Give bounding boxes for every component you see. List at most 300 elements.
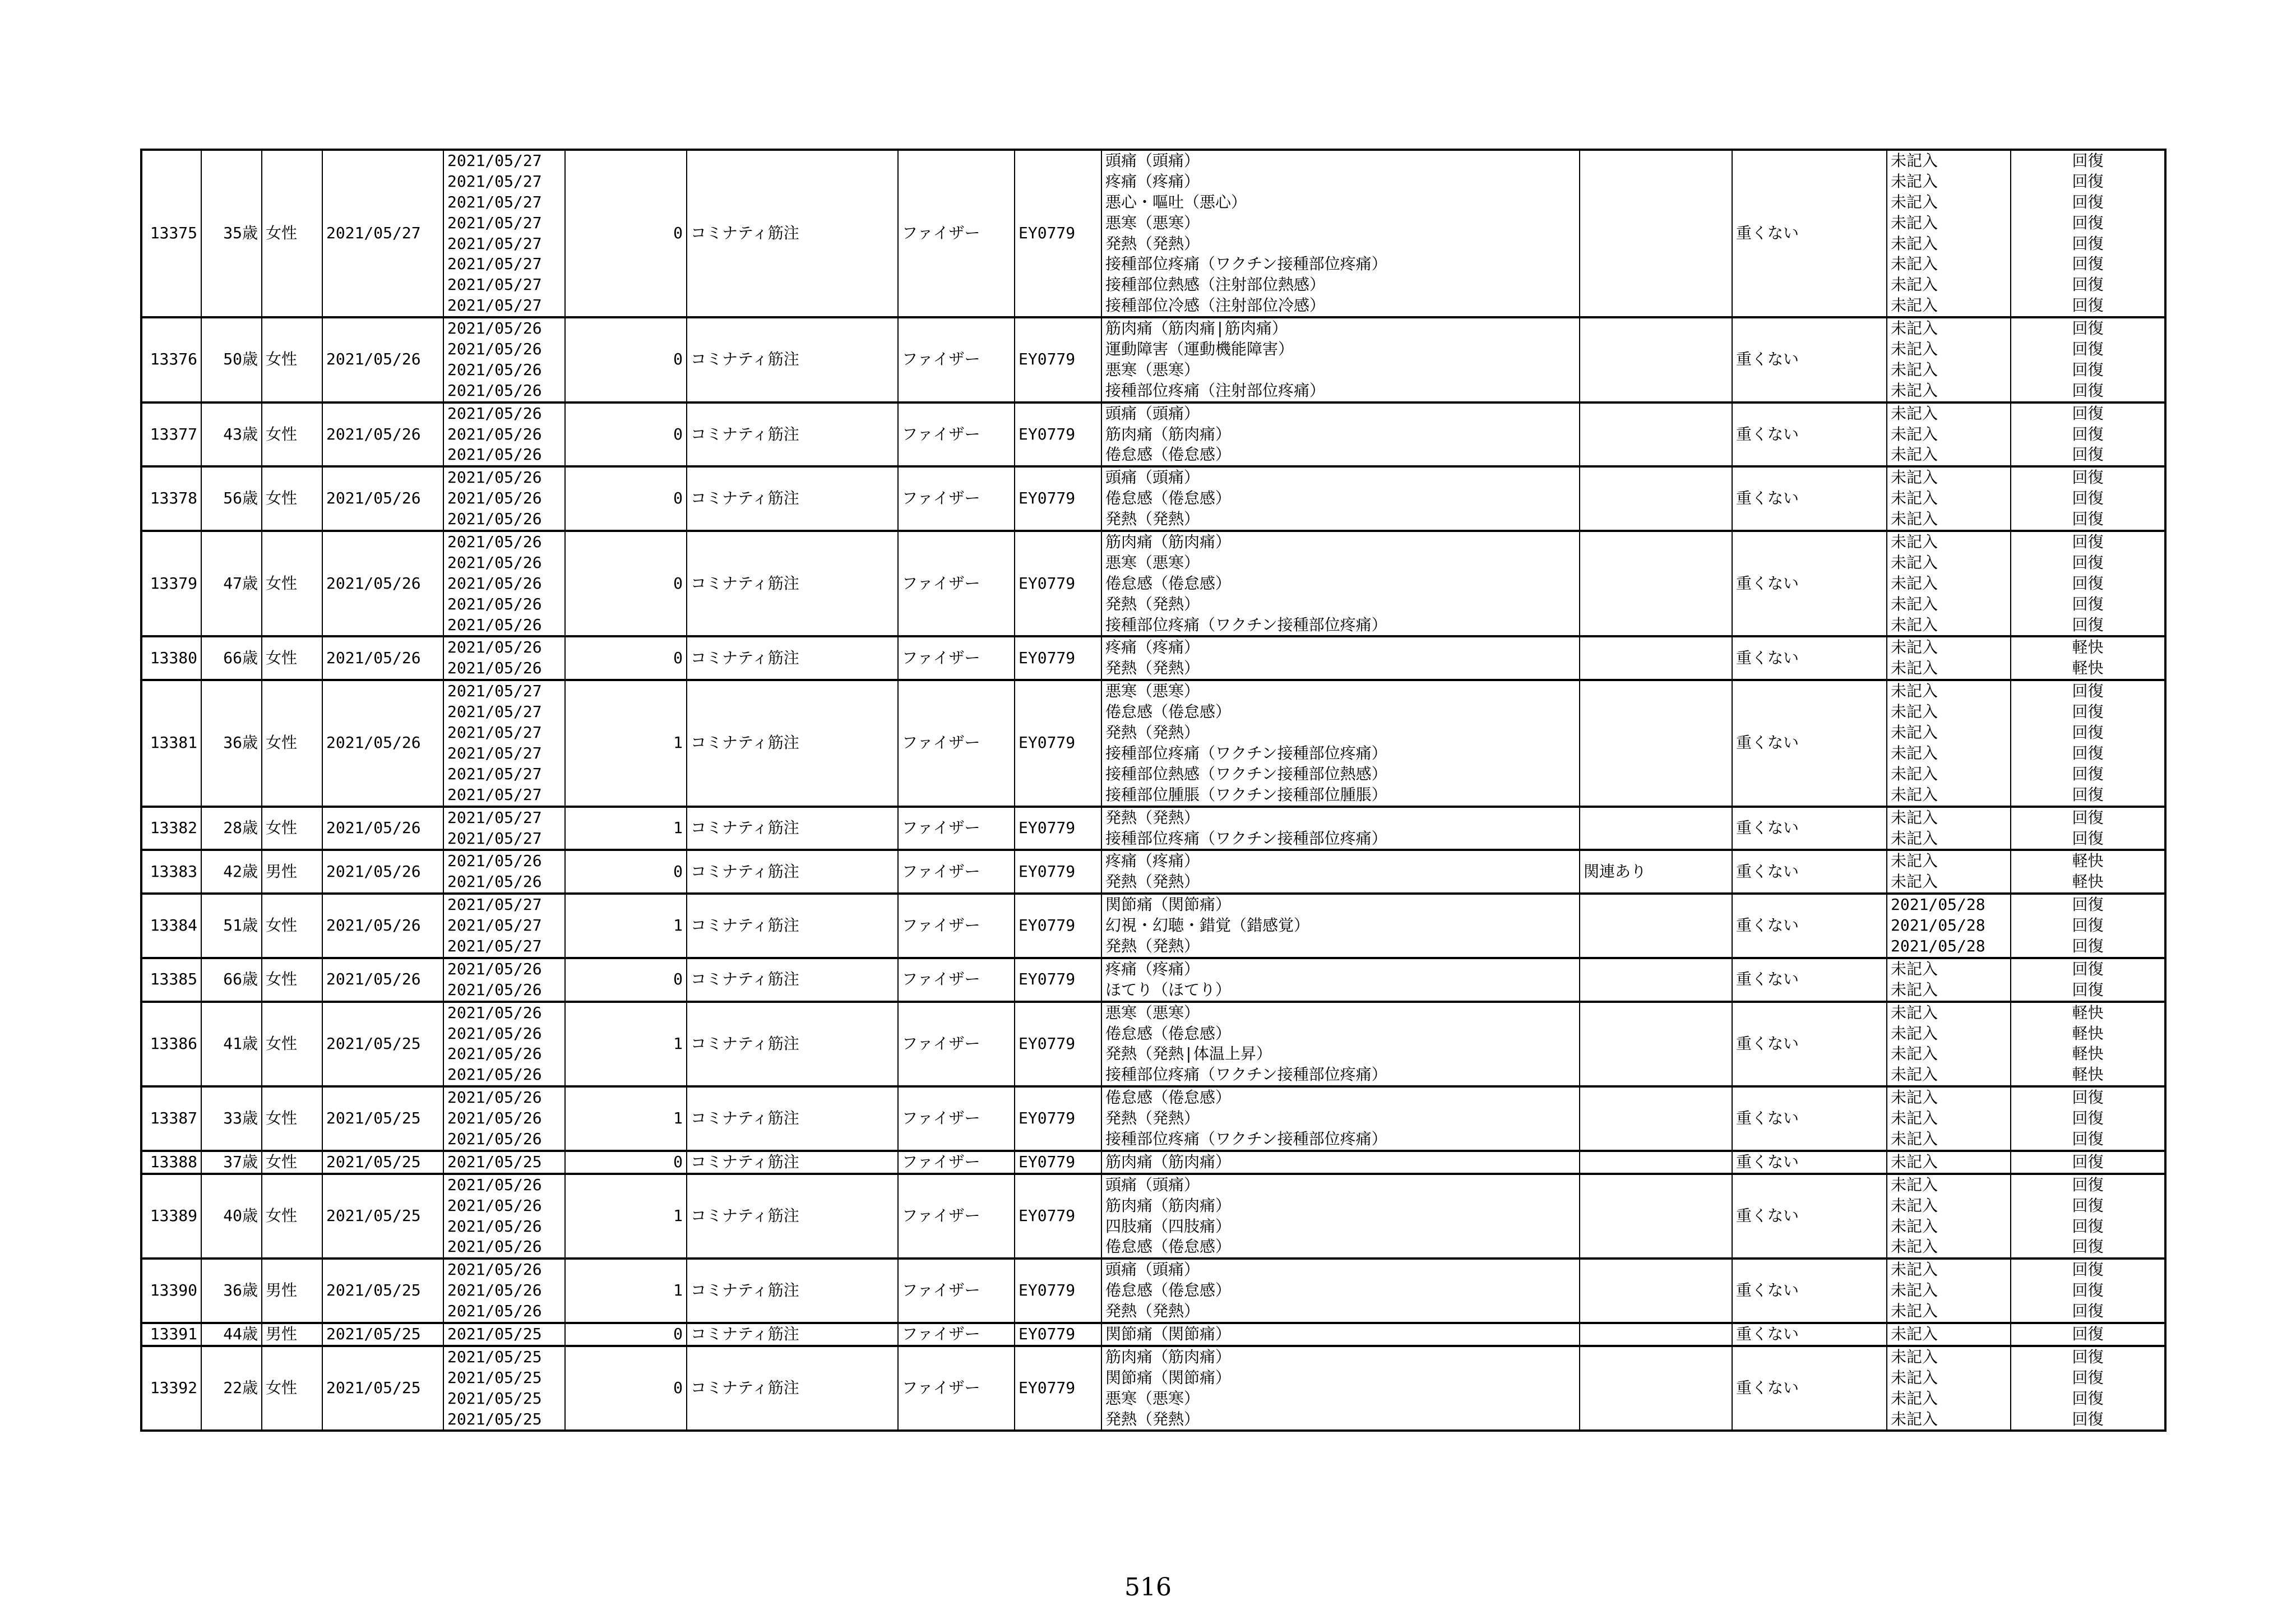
severity-cell: 重くない	[1732, 1086, 1887, 1151]
outcome-date-line: 未記入	[1891, 1044, 1938, 1063]
symptom-line: 疼痛（疼痛）	[1105, 852, 1200, 871]
symptom-line: 発熱（発熱）	[1105, 808, 1200, 827]
sex-cell: 女性	[262, 1151, 322, 1174]
outcome-line: 軽快	[2072, 1003, 2104, 1022]
outcome	[2011, 1086, 2165, 1151]
onset-date-line: 2021/05/25	[447, 1389, 542, 1408]
manufacturer-cell: ファイザー	[898, 1086, 1015, 1151]
onset-date-line: 2021/05/27	[447, 151, 542, 170]
onset-date-line: 2021/05/26	[447, 445, 542, 464]
outcome-date-line: 未記入	[1891, 192, 1938, 211]
lot-number-cell: EY0779	[1015, 1323, 1101, 1346]
record-row	[141, 150, 2165, 317]
record-row	[141, 1002, 2165, 1087]
onset-date	[443, 1259, 565, 1323]
onset-date-line: 2021/05/25	[447, 1347, 542, 1366]
case-number: 13376	[141, 317, 201, 402]
onset-date-line: 2021/05/26	[447, 659, 542, 678]
onset-date-line: 2021/05/26	[447, 1044, 542, 1063]
outcome-line: 回復	[2072, 980, 2104, 999]
symptom-line: 倦怠感（倦怠感）	[1105, 573, 1232, 593]
days-to-onset-cell: 0	[565, 531, 687, 636]
symptom-line: 発熱（発熱）	[1105, 510, 1200, 529]
outcome-date-line: 未記入	[1891, 723, 1938, 742]
symptom-line: 頭痛（頭痛）	[1105, 468, 1200, 487]
causality-cell	[1580, 636, 1732, 680]
outcome-date-line: 未記入	[1891, 1088, 1938, 1107]
outcome-line: 回復	[2072, 234, 2104, 253]
sex-cell: 女性	[262, 1002, 322, 1087]
vaccine-name-cell: コミナティ筋注	[687, 636, 898, 680]
outcome-date-line: 未記入	[1891, 702, 1938, 721]
causality-cell	[1580, 958, 1732, 1002]
onset-date	[443, 402, 565, 467]
manufacturer-cell: ファイザー	[898, 1151, 1015, 1174]
days-to-onset-cell: 0	[565, 1151, 687, 1174]
outcome-date-line: 未記入	[1891, 785, 1938, 804]
outcome-date-line: 未記入	[1891, 659, 1938, 678]
symptom-line: 筋肉痛（筋肉痛|筋肉痛）	[1105, 319, 1288, 338]
symptom-line: 接種部位疼痛（ワクチン接種部位疼痛）	[1105, 1129, 1387, 1148]
case-number: 13391	[141, 1323, 201, 1346]
symptom-line: 四肢痛（四肢痛）	[1105, 1216, 1232, 1236]
outcome-line: 回復	[2072, 510, 2104, 529]
outcome-date	[1887, 1323, 2011, 1346]
symptom	[1101, 466, 1580, 531]
onset-date-line: 2021/05/27	[447, 682, 542, 701]
onset-date-line: 2021/05/26	[447, 360, 542, 379]
symptom-line: 接種部位疼痛（ワクチン接種部位疼痛）	[1105, 615, 1387, 634]
vaccination-date-cell: 2021/05/26	[322, 317, 443, 402]
days-to-onset-cell: 1	[565, 680, 687, 806]
symptom-line: 疼痛（疼痛）	[1105, 172, 1200, 191]
outcome-line: 回復	[2072, 916, 2104, 935]
outcome-date-line: 未記入	[1891, 151, 1938, 170]
lot-number-cell: EY0779	[1015, 1259, 1101, 1323]
vaccination-date-cell: 2021/05/25	[322, 1174, 443, 1259]
record-row	[141, 894, 2165, 958]
outcome-date-line: 未記入	[1891, 404, 1938, 423]
onset-date-line: 2021/05/26	[447, 533, 542, 552]
outcome-line: 回復	[2072, 1216, 2104, 1236]
outcome-line: 回復	[2072, 445, 2104, 464]
lot-number-cell: EY0779	[1015, 1086, 1101, 1151]
manufacturer-cell: ファイザー	[898, 680, 1015, 806]
days-to-onset-cell: 1	[565, 894, 687, 958]
symptom-line: 発熱（発熱）	[1105, 872, 1200, 891]
vaccine-name-cell: コミナティ筋注	[687, 1174, 898, 1259]
causality-cell	[1580, 894, 1732, 958]
onset-date-line: 2021/05/27	[447, 743, 542, 762]
onset-date	[443, 150, 565, 317]
symptom-line: 筋肉痛（筋肉痛）	[1105, 424, 1232, 443]
causality-cell	[1580, 466, 1732, 531]
symptom-line: 悪寒（悪寒）	[1105, 1389, 1200, 1408]
onset-date-line: 2021/05/27	[447, 234, 542, 253]
symptom-line: 接種部位熱感（ワクチン接種部位熱感）	[1105, 764, 1387, 783]
outcome-date	[1887, 1002, 2011, 1087]
onset-date	[443, 894, 565, 958]
outcome-line: 軽快	[2072, 659, 2104, 678]
onset-date	[443, 1346, 565, 1431]
symptom-line: 倦怠感（倦怠感）	[1105, 1024, 1232, 1043]
case-number: 13388	[141, 1151, 201, 1174]
age-cell: 50歳	[201, 317, 262, 402]
symptom	[1101, 1151, 1580, 1174]
symptom-line: 筋肉痛（筋肉痛）	[1105, 1196, 1232, 1215]
outcome-date-line: 未記入	[1891, 533, 1938, 552]
severity-cell: 重くない	[1732, 1323, 1887, 1346]
symptom-line: 接種部位熱感（注射部位熱感）	[1105, 275, 1326, 294]
record-row	[141, 807, 2165, 850]
outcome-date-line: 2021/05/28	[1891, 936, 1985, 955]
case-number: 13378	[141, 466, 201, 531]
outcome-date-line: 未記入	[1891, 1302, 1938, 1321]
outcome	[2011, 531, 2165, 636]
age-cell: 36歳	[201, 680, 262, 806]
manufacturer-cell: ファイザー	[898, 958, 1015, 1002]
severity-cell: 重くない	[1732, 531, 1887, 636]
outcome-date-line: 未記入	[1891, 381, 1938, 400]
severity-cell: 重くない	[1732, 150, 1887, 317]
case-number: 13382	[141, 807, 201, 850]
vaccine-name-cell: コミナティ筋注	[687, 1259, 898, 1323]
onset-date-line: 2021/05/26	[447, 424, 542, 443]
outcome	[2011, 1174, 2165, 1259]
outcome	[2011, 1151, 2165, 1174]
outcome	[2011, 807, 2165, 850]
outcome-line: 回復	[2072, 192, 2104, 211]
symptom-line: 筋肉痛（筋肉痛）	[1105, 1347, 1232, 1366]
onset-date	[443, 317, 565, 402]
record-row	[141, 1259, 2165, 1323]
symptom	[1101, 1259, 1580, 1323]
age-cell: 37歳	[201, 1151, 262, 1174]
sex-cell: 女性	[262, 1086, 322, 1151]
outcome-date-line: 未記入	[1891, 1196, 1938, 1215]
sex-cell: 男性	[262, 1259, 322, 1323]
case-number: 13387	[141, 1086, 201, 1151]
onset-date-line: 2021/05/26	[447, 468, 542, 487]
outcome-date	[1887, 636, 2011, 680]
manufacturer-cell: ファイザー	[898, 1346, 1015, 1431]
manufacturer-cell: ファイザー	[898, 807, 1015, 850]
vaccination-date-cell: 2021/05/26	[322, 850, 443, 894]
symptom	[1101, 850, 1580, 894]
age-cell: 22歳	[201, 1346, 262, 1431]
onset-date-line: 2021/05/26	[447, 959, 542, 978]
outcome-line: 回復	[2072, 573, 2104, 593]
outcome-date-line: 未記入	[1891, 1129, 1938, 1148]
outcome-line: 回復	[2072, 785, 2104, 804]
outcome-date-line: 未記入	[1891, 1003, 1938, 1022]
sex-cell: 女性	[262, 958, 322, 1002]
lot-number-cell: EY0779	[1015, 680, 1101, 806]
causality-cell	[1580, 317, 1732, 402]
days-to-onset-cell: 1	[565, 1002, 687, 1087]
case-number: 13377	[141, 402, 201, 467]
causality-cell	[1580, 402, 1732, 467]
onset-date-line: 2021/05/27	[447, 296, 542, 315]
outcome-line: 回復	[2072, 829, 2104, 848]
record-row	[141, 850, 2165, 894]
sex-cell: 男性	[262, 850, 322, 894]
outcome-date-line: 未記入	[1891, 296, 1938, 315]
outcome-date	[1887, 894, 2011, 958]
outcome-date-line: 未記入	[1891, 1368, 1938, 1387]
lot-number-cell: EY0779	[1015, 317, 1101, 402]
sex-cell: 女性	[262, 680, 322, 806]
symptom	[1101, 1002, 1580, 1087]
symptom	[1101, 1323, 1580, 1346]
sex-cell: 男性	[262, 1323, 322, 1346]
symptom-line: 頭痛（頭痛）	[1105, 1175, 1200, 1194]
vaccination-date-cell: 2021/05/27	[322, 150, 443, 317]
vaccination-date-cell: 2021/05/26	[322, 894, 443, 958]
onset-date-line: 2021/05/25	[447, 1152, 542, 1171]
outcome-date-line: 未記入	[1891, 275, 1938, 294]
outcome-date-line: 未記入	[1891, 959, 1938, 978]
outcome-line: 軽快	[2072, 1024, 2104, 1043]
age-cell: 40歳	[201, 1174, 262, 1259]
days-to-onset-cell: 0	[565, 317, 687, 402]
outcome-date-line: 未記入	[1891, 213, 1938, 232]
onset-date-line: 2021/05/26	[447, 1216, 542, 1236]
onset-date-line: 2021/05/27	[447, 255, 542, 274]
symptom-line: 筋肉痛（筋肉痛）	[1105, 533, 1232, 552]
vaccine-name-cell: コミナティ筋注	[687, 958, 898, 1002]
outcome-date-line: 未記入	[1891, 340, 1938, 359]
vaccination-date-cell: 2021/05/26	[322, 636, 443, 680]
symptom	[1101, 1086, 1580, 1151]
record-row	[141, 402, 2165, 467]
outcome-date	[1887, 466, 2011, 531]
outcome-date-line: 未記入	[1891, 1216, 1938, 1236]
outcome-line: 回復	[2072, 255, 2104, 274]
record-row	[141, 466, 2165, 531]
record-row	[141, 317, 2165, 402]
onset-date	[443, 1151, 565, 1174]
symptom-line: 疼痛（疼痛）	[1105, 638, 1200, 657]
age-cell: 66歳	[201, 958, 262, 1002]
onset-date-line: 2021/05/27	[447, 723, 542, 742]
manufacturer-cell: ファイザー	[898, 531, 1015, 636]
onset-date-line: 2021/05/26	[447, 1260, 542, 1279]
age-cell: 28歳	[201, 807, 262, 850]
outcome-date-line: 未記入	[1891, 638, 1938, 657]
onset-date-line: 2021/05/27	[447, 702, 542, 721]
age-cell: 41歳	[201, 1002, 262, 1087]
symptom-line: 発熱（発熱）	[1105, 594, 1200, 613]
case-number: 13386	[141, 1002, 201, 1087]
outcome-date-line: 未記入	[1891, 872, 1938, 891]
onset-date-line: 2021/05/26	[447, 340, 542, 359]
record-row	[141, 636, 2165, 680]
outcome-date-line: 未記入	[1891, 319, 1938, 338]
symptom	[1101, 1346, 1580, 1431]
case-number: 13384	[141, 894, 201, 958]
causality-cell	[1580, 680, 1732, 806]
onset-date-line: 2021/05/27	[447, 895, 542, 914]
lot-number-cell: EY0779	[1015, 850, 1101, 894]
outcome-line: 回復	[2072, 468, 2104, 487]
manufacturer-cell: ファイザー	[898, 466, 1015, 531]
vaccination-date-cell: 2021/05/25	[322, 1323, 443, 1346]
outcome-date-line: 未記入	[1891, 510, 1938, 529]
lot-number-cell: EY0779	[1015, 958, 1101, 1002]
outcome-line: 回復	[2072, 1129, 2104, 1148]
severity-cell: 重くない	[1732, 317, 1887, 402]
outcome-line: 軽快	[2072, 1065, 2104, 1084]
outcome-date-line: 未記入	[1891, 1325, 1938, 1343]
symptom-line: 悪寒（悪寒）	[1105, 1003, 1200, 1022]
lot-number-cell: EY0779	[1015, 1346, 1101, 1431]
outcome-line: 回復	[2072, 808, 2104, 827]
onset-date-line: 2021/05/27	[447, 785, 542, 804]
vaccine-name-cell: コミナティ筋注	[687, 1002, 898, 1087]
outcome-date-line: 未記入	[1891, 468, 1938, 487]
symptom-line: 倦怠感（倦怠感）	[1105, 1281, 1232, 1300]
record-row	[141, 1151, 2165, 1174]
symptom	[1101, 894, 1580, 958]
onset-date-line: 2021/05/27	[447, 275, 542, 294]
days-to-onset-cell: 1	[565, 1174, 687, 1259]
severity-cell: 重くない	[1732, 1151, 1887, 1174]
outcome-line: 回復	[2072, 404, 2104, 423]
manufacturer-cell: ファイザー	[898, 1259, 1015, 1323]
symptom-line: 発熱（発熱）	[1105, 723, 1200, 742]
outcome-date-line: 未記入	[1891, 489, 1938, 508]
vaccination-date-cell: 2021/05/25	[322, 1151, 443, 1174]
symptom-line: 筋肉痛（筋肉痛）	[1105, 1152, 1232, 1171]
onset-date-line: 2021/05/26	[447, 1196, 542, 1215]
manufacturer-cell: ファイザー	[898, 894, 1015, 958]
lot-number-cell: EY0779	[1015, 402, 1101, 467]
outcome-date	[1887, 1174, 2011, 1259]
symptom-line: 接種部位疼痛（注射部位疼痛）	[1105, 381, 1326, 400]
outcome-line: 回復	[2072, 1152, 2104, 1171]
symptom-line: 発熱（発熱|体温上昇）	[1105, 1044, 1272, 1063]
outcome-date-line: 未記入	[1891, 424, 1938, 443]
symptom	[1101, 402, 1580, 467]
outcome-line: 回復	[2072, 1088, 2104, 1107]
severity-cell: 重くない	[1732, 1002, 1887, 1087]
age-cell: 33歳	[201, 1086, 262, 1151]
onset-date-line: 2021/05/27	[447, 172, 542, 191]
outcome-date-line: 2021/05/28	[1891, 916, 1985, 935]
outcome-line: 回復	[2072, 682, 2104, 701]
lot-number-cell: EY0779	[1015, 1002, 1101, 1087]
sex-cell: 女性	[262, 402, 322, 467]
causality-cell	[1580, 807, 1732, 850]
symptom	[1101, 1174, 1580, 1259]
outcome-line: 回復	[2072, 533, 2104, 552]
symptom-line: 倦怠感（倦怠感）	[1105, 445, 1232, 464]
symptom-line: 接種部位腫脹（ワクチン接種部位腫脹）	[1105, 785, 1387, 804]
onset-date-line: 2021/05/26	[447, 1175, 542, 1194]
onset-date	[443, 1174, 565, 1259]
case-number: 13383	[141, 850, 201, 894]
onset-date-line: 2021/05/27	[447, 916, 542, 935]
vaccine-name-cell: コミナティ筋注	[687, 531, 898, 636]
symptom-line: 悪心・嘔吐（悪心）	[1105, 192, 1247, 211]
outcome-date-line: 未記入	[1891, 852, 1938, 871]
outcome-date-line: 未記入	[1891, 1152, 1938, 1171]
outcome	[2011, 636, 2165, 680]
lot-number-cell: EY0779	[1015, 150, 1101, 317]
vaccine-name-cell: コミナティ筋注	[687, 150, 898, 317]
outcome-line: 回復	[2072, 936, 2104, 955]
onset-date-line: 2021/05/26	[447, 404, 542, 423]
outcome-line: 軽快	[2072, 872, 2104, 891]
symptom-line: 発熱（発熱）	[1105, 936, 1200, 955]
onset-date-line: 2021/05/26	[447, 1129, 542, 1148]
outcome-line: 回復	[2072, 360, 2104, 379]
page-number: 516	[1124, 1573, 1172, 1602]
vaccination-date-cell: 2021/05/26	[322, 531, 443, 636]
causality-cell	[1580, 1323, 1732, 1346]
vaccine-name-cell: コミナティ筋注	[687, 807, 898, 850]
onset-date-line: 2021/05/26	[447, 1024, 542, 1043]
outcome	[2011, 850, 2165, 894]
onset-date-line: 2021/05/26	[447, 1109, 542, 1128]
lot-number-cell: EY0779	[1015, 531, 1101, 636]
severity-cell: 重くない	[1732, 850, 1887, 894]
outcome-line: 回復	[2072, 275, 2104, 294]
symptom-line: 発熱（発熱）	[1105, 1109, 1200, 1128]
outcome-date-line: 2021/05/28	[1891, 895, 1985, 914]
causality-cell	[1580, 1151, 1732, 1174]
case-number: 13375	[141, 150, 201, 317]
record-row	[141, 958, 2165, 1002]
symptom	[1101, 636, 1580, 680]
onset-date-line: 2021/05/26	[447, 1281, 542, 1300]
outcome-line: 回復	[2072, 594, 2104, 613]
onset-date-line: 2021/05/26	[447, 489, 542, 508]
outcome-line: 軽快	[2072, 852, 2104, 871]
outcome-line: 回復	[2072, 1302, 2104, 1321]
manufacturer-cell: ファイザー	[898, 317, 1015, 402]
manufacturer-cell: ファイザー	[898, 402, 1015, 467]
onset-date-line: 2021/05/27	[447, 764, 542, 783]
symptom-line: 関節痛（関節痛）	[1105, 895, 1232, 914]
vaccine-name-cell: コミナティ筋注	[687, 850, 898, 894]
record-row	[141, 1323, 2165, 1346]
outcome-date-line: 未記入	[1891, 573, 1938, 593]
outcome-date	[1887, 807, 2011, 850]
symptom-line: 運動障害（運動機能障害）	[1105, 340, 1294, 359]
outcome-date-line: 未記入	[1891, 594, 1938, 613]
severity-cell: 重くない	[1732, 466, 1887, 531]
outcome	[2011, 150, 2165, 317]
symptom-line: 頭痛（頭痛）	[1105, 151, 1200, 170]
days-to-onset-cell: 0	[565, 850, 687, 894]
symptom-line: 悪寒（悪寒）	[1105, 682, 1200, 701]
onset-date-line: 2021/05/27	[447, 192, 542, 211]
severity-cell: 重くない	[1732, 1174, 1887, 1259]
symptom-line: 幻視・幻聴・錯覚（錯感覚）	[1105, 916, 1310, 935]
outcome-date-line: 未記入	[1891, 1409, 1938, 1428]
case-number: 13385	[141, 958, 201, 1002]
onset-date-line: 2021/05/25	[447, 1409, 542, 1428]
case-number: 13392	[141, 1346, 201, 1431]
onset-date-line: 2021/05/26	[447, 852, 542, 871]
outcome-line: 回復	[2072, 381, 2104, 400]
outcome-date-line: 未記入	[1891, 360, 1938, 379]
outcome-date-line: 未記入	[1891, 743, 1938, 762]
outcome	[2011, 680, 2165, 806]
outcome-date-line: 未記入	[1891, 1260, 1938, 1279]
